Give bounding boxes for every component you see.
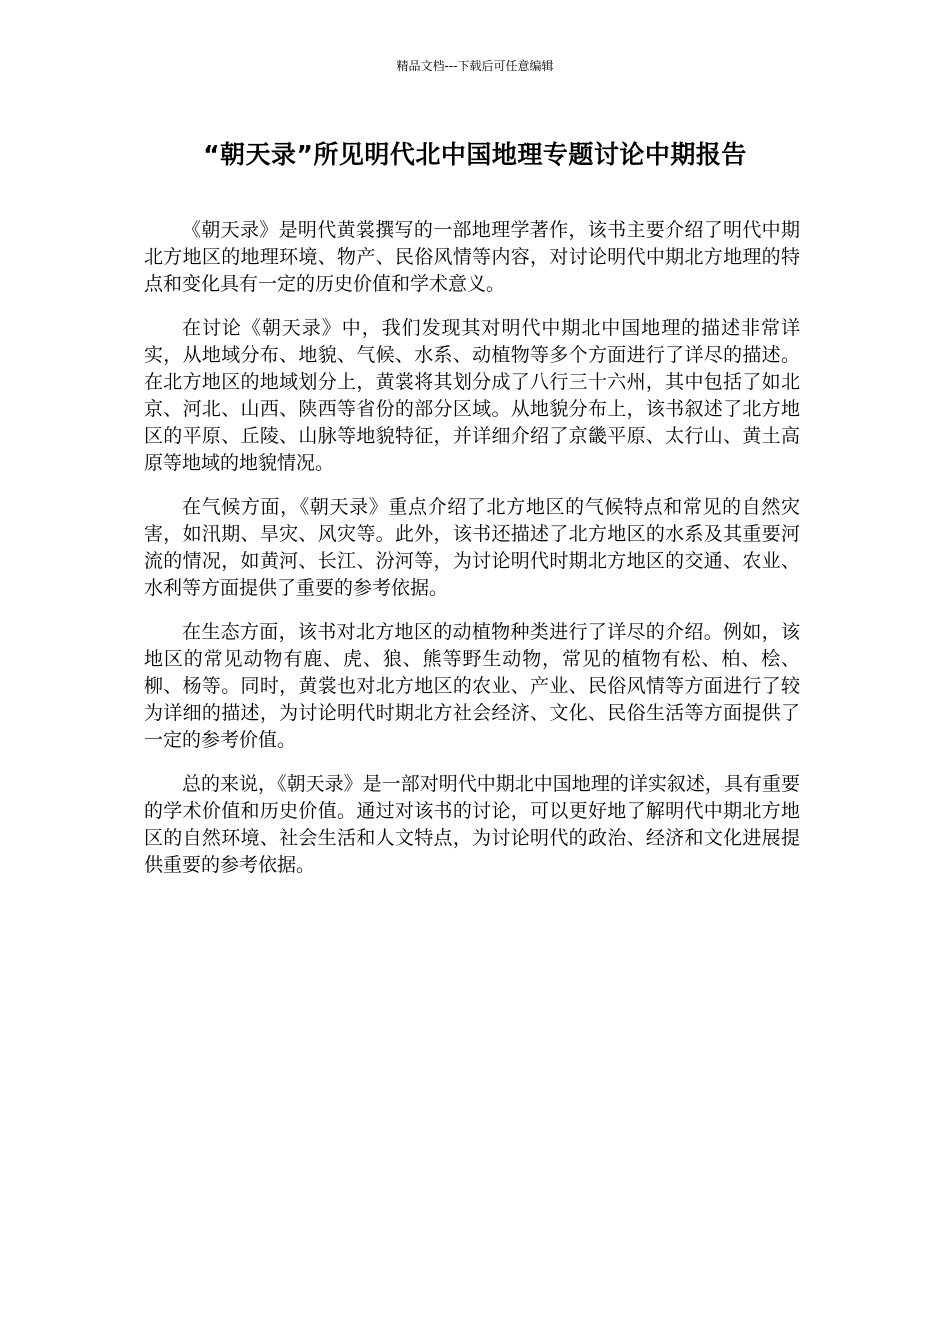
header-note: 精品文档---下载后可任意编辑 <box>396 59 554 73</box>
paragraph-3: 在气候方面，《朝天录》重点介绍了北方地区的气候特点和常见的自然灾害，如汛期、旱灾、风灾等。此外，该书还描述了北方地区的水系及其重要河流的情况，如黄河、长江、汾河等，为讨论明代时期北方地区的交通、农业、水利等方面提供了重要的参考依据。 <box>144 496 800 599</box>
paragraph-5: 总的来说，《朝天录》是一部对明代中期北中国地理的详实叙述，具有重要的学术价值和历史价值。通过对该书的讨论，可以更好地了解明代中期北方地区的自然环境、社会生活和人文特点，为讨论明代的政治、经济和文化进展提供重要的参考依据。 <box>144 773 800 876</box>
paragraph-4: 在生态方面，该书对北方地区的动植物种类进行了详尽的介绍。例如，该地区的常见动物有鹿、虎、狼、熊等野生动物，常见的植物有松、柏、桧、柳、杨等。同时，黄裳也对北方地区的农业、产业、民俗风情等方面进行了较为详细的描述，为讨论明代时期北方社会经济、文化、民俗生活等方面提供了一定的参考价值。 <box>144 621 800 751</box>
paragraph-2: 在讨论《朝天录》中，我们发现其对明代中期北中国地理的描述非常详实，从地域分布、地貌、气候、水系、动植物等多个方面进行了详尽的描述。在北方地区的地域划分上，黄裳将其划分成了八行三十六州，其中包括了如北京、河北、山西、陕西等省份的部分区域。从地貌分布上，该书叙述了北方地区的平原、丘陵、山脉等地貌特征，并详细介绍了京畿平原、太行山、黄土高原等地域的地貌情况。 <box>144 317 800 474</box>
paragraph-1: 《朝天录》是明代黄裳撰写的一部地理学著作，该书主要介绍了明代中期北方地区的地理环境、物产、民俗风情等内容，对讨论明代中期北方地理的特点和变化具有一定的历史价值和学术意义。 <box>144 219 800 295</box>
document-body <box>144 217 800 896</box>
document-title: “朝天录”所见明代北中国地理专题讨论中期报告 <box>203 140 747 169</box>
